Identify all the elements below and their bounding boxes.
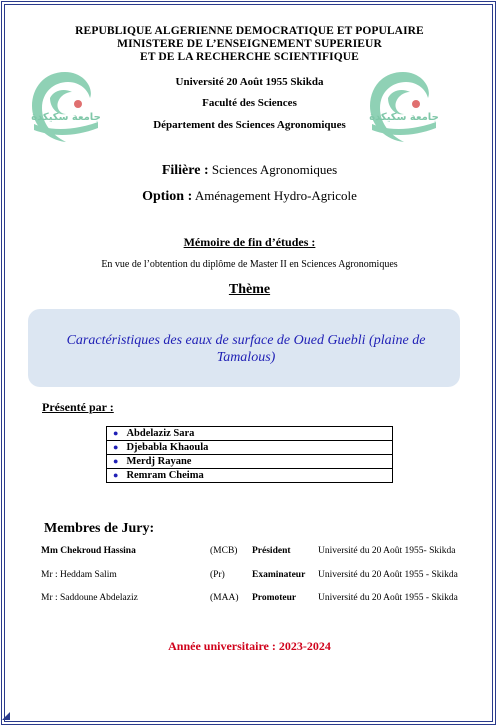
bullet-icon: ● [113, 442, 119, 452]
student-row [107, 455, 393, 469]
jury-title: Membres de Jury: [44, 521, 155, 536]
header-line-1: REPUBLIQUE ALGERIENNE DEMOCRATIQUE ET POPULAIRE [75, 25, 424, 37]
theme-title: Caractéristiques des eaux de surface de Oued Guebli (plaine de Tamalous) [66, 333, 426, 365]
student-row [107, 469, 393, 483]
student-row [107, 441, 393, 455]
header-line-2: MINISTERE DE L’ENSEIGNEMENT SUPERIEUR [117, 38, 382, 50]
jury-member-role: Président [252, 546, 291, 556]
jury-member-role: Promoteur [252, 593, 297, 603]
jury-member-grade: (MAA) [210, 593, 239, 603]
jury-member-university: Université du 20 Août 1955 - Skikda [318, 570, 458, 580]
jury-member-name: Mr : Saddoune Abdelaziz [41, 593, 138, 603]
filiere-label: Filière : [161, 163, 209, 178]
memoire-subtitle: En vue de l’obtention du diplôme de Master II en Sciences Agronomiques [101, 259, 398, 270]
department-name: Département des Sciences Agronomiques [153, 119, 346, 131]
university-name: Université 20 Août 1955 Skikda [175, 76, 324, 88]
faculty-name: Faculté des Sciences [202, 97, 297, 109]
jury-member-row [0, 570, 499, 584]
svg-text:جامعة سكيكدة: جامعة سكيكدة [369, 112, 439, 123]
student-name: Djebabla Khaoula [126, 442, 209, 453]
jury-member-row [0, 593, 499, 607]
option-label: Option : [142, 189, 193, 204]
jury-member-name: Mm Chekroud Hassina [41, 546, 136, 556]
option-value: Aménagement Hydro-Agricole [194, 188, 357, 203]
student-name: Abdelaziz Sara [126, 428, 195, 439]
students-table [106, 426, 393, 483]
theme-label: Thème [228, 282, 271, 297]
jury-member-university: Université du 20 Août 1955 - Skikda [318, 593, 458, 603]
student-row [107, 427, 393, 441]
jury-member-grade: (Pr) [210, 570, 225, 580]
corner-mark-icon [2, 712, 10, 720]
option-line [0, 188, 499, 205]
jury-member-role: Examinateur [252, 570, 306, 580]
filiere-value: Sciences Agronomiques [211, 162, 338, 177]
bullet-icon: ● [113, 470, 119, 480]
filiere-line [0, 162, 499, 179]
student-name: Merdj Rayane [126, 456, 192, 467]
header-line-3: ET DE LA RECHERCHE SCIENTIFIQUE [140, 51, 359, 63]
student-name: Remram Cheima [126, 470, 204, 481]
jury-member-university: Université du 20 Août 1955- Skikda [318, 546, 456, 556]
jury-member-grade: (MCB) [210, 546, 238, 556]
presented-by-label: Présenté par : [42, 400, 114, 414]
bullet-icon: ● [113, 428, 119, 438]
jury-member-name: Mr : Heddam Salim [41, 570, 117, 580]
bullet-icon: ● [113, 456, 119, 466]
jury-member-row [0, 546, 499, 560]
academic-year: Année universitaire : 2023-2024 [168, 639, 331, 653]
memoire-title: Mémoire de fin d’études : [183, 235, 316, 249]
svg-text:جامعة سكيكدة: جامعة سكيكدة [31, 112, 101, 123]
